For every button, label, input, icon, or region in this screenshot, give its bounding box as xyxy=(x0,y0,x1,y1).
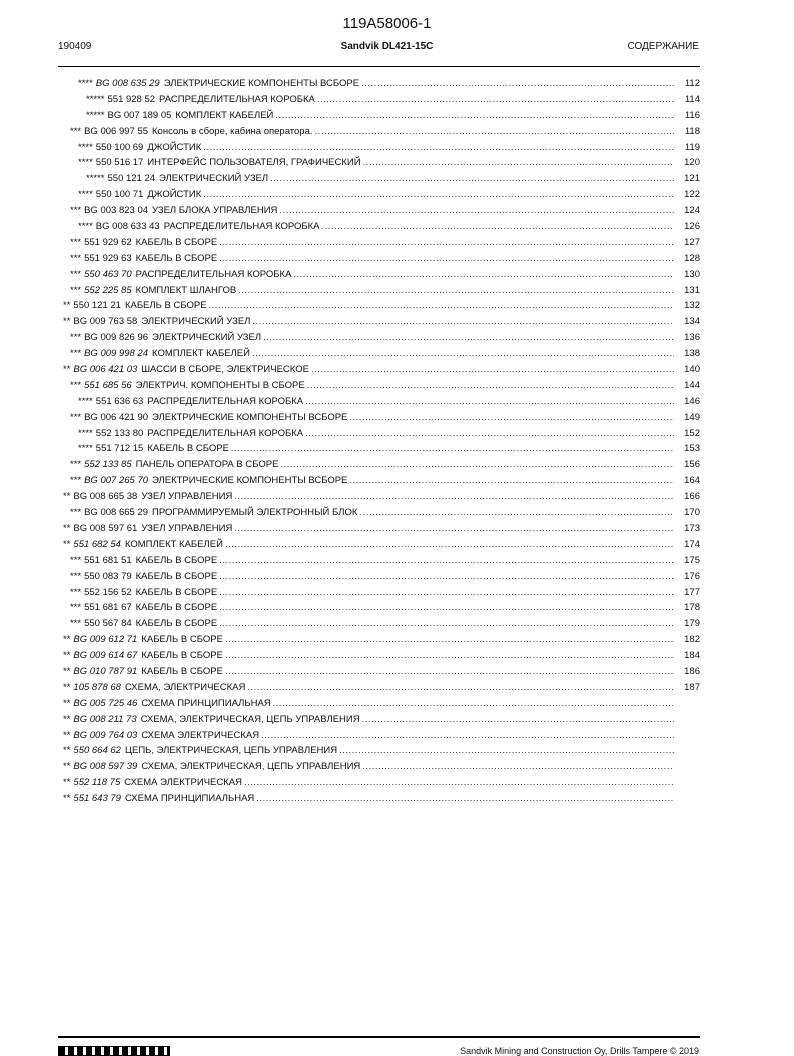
toc-entry[interactable] xyxy=(58,600,700,616)
toc-entry-title: РАСПРЕДЕЛИТЕЛЬНАЯ КОРОБКА xyxy=(135,268,292,280)
toc-entry[interactable] xyxy=(58,537,700,553)
toc-entry-title: УЗЕЛ УПРАВЛЕНИЯ xyxy=(141,522,233,534)
toc-entry-code: BG 008 635 29 xyxy=(95,78,160,89)
toc-entry-page: 152 xyxy=(684,427,700,439)
toc-entry-title: ЭЛЕКТРИЧЕСКИЙ УЗЕЛ xyxy=(141,316,251,328)
toc-entry-code: BG 008 665 29 xyxy=(84,507,149,519)
toc-entry-page: 116 xyxy=(684,109,700,121)
toc-entry-level: **** xyxy=(78,141,93,153)
toc-entry-level: ***** xyxy=(86,173,105,185)
toc-entry-page: 112 xyxy=(684,78,700,89)
toc-entry-title: ПРОГРАММИРУЕМЫЙ ЭЛЕКТРОННЫЙ БЛОК xyxy=(152,507,358,519)
toc-entry[interactable] xyxy=(58,553,700,569)
toc-entry-title: ДЖОЙСТИК xyxy=(147,141,202,153)
toc-entry-code: BG 005 725 46 xyxy=(73,697,138,709)
toc-leader-dots xyxy=(219,569,674,585)
toc-entry-page: 127 xyxy=(684,236,700,248)
toc-entry-title: ИНТЕРФЕЙС ПОЛЬЗОВАТЕЛЯ, ГРАФИЧЕСКИЙ xyxy=(147,157,361,169)
toc-entry-level: *** xyxy=(70,268,82,280)
toc-leader-dots xyxy=(322,219,675,235)
toc-entry-title: ДЖОЙСТИК xyxy=(147,189,202,201)
toc-entry-code: 551 712 15 xyxy=(95,443,144,455)
toc-leader-dots xyxy=(311,362,674,378)
toc-entry-title: КАБЕЛЬ В СБОРЕ xyxy=(141,665,223,677)
toc-entry-code: 550 083 79 xyxy=(84,570,132,582)
header-rule xyxy=(58,66,700,67)
toc-leader-dots xyxy=(315,124,674,140)
toc-entry-title: СХЕМА ПРИНЦИПИАЛЬНАЯ xyxy=(141,697,271,709)
toc-entry-code: BG 008 665 38 xyxy=(73,491,138,503)
document-number: 119A58006-1 xyxy=(342,15,432,32)
header-model: Sandvik DL421-15C xyxy=(340,41,434,52)
toc-leader-dots xyxy=(363,155,674,171)
toc-entry-page: 179 xyxy=(684,618,700,630)
toc-entry-level: ** xyxy=(63,713,71,725)
toc-entry-level: *** xyxy=(70,379,82,391)
toc-leader-dots xyxy=(234,489,674,505)
toc-entry[interactable] xyxy=(58,632,700,648)
toc-leader-dots xyxy=(252,314,674,330)
toc-leader-dots xyxy=(359,505,674,521)
toc-entry-code: 551 636 63 xyxy=(95,395,144,407)
toc-entry-page: 134 xyxy=(684,316,700,328)
toc-entry[interactable] xyxy=(58,203,700,219)
toc-entry-level: ** xyxy=(63,777,71,789)
toc-entry-page: 153 xyxy=(684,443,700,455)
toc-entry-page: 118 xyxy=(684,125,700,137)
toc-entry-page: 130 xyxy=(684,268,700,280)
toc-entry-level: **** xyxy=(78,157,93,169)
toc-leader-dots xyxy=(225,537,674,553)
toc-entry-code: 550 100 69 xyxy=(95,141,144,153)
toc-leader-dots xyxy=(261,728,674,744)
toc-entry-page: 122 xyxy=(684,189,700,201)
toc-entry[interactable] xyxy=(58,616,700,632)
toc-entry-title: ЭЛЕКТРИЧ. КОМПОНЕНТЫ В СБОРЕ xyxy=(135,379,305,391)
toc-entry[interactable] xyxy=(58,648,700,664)
toc-entry-level: ** xyxy=(63,316,71,328)
toc-leader-dots xyxy=(203,140,674,156)
toc-entry-page: 146 xyxy=(684,395,700,407)
toc-entry-code: BG 009 612 71 xyxy=(73,634,138,646)
toc-leader-dots xyxy=(339,743,674,759)
header-date-code: 190409 xyxy=(58,41,92,52)
toc-entry-page: 119 xyxy=(684,141,700,153)
toc-entry-code: 550 121 21 xyxy=(73,300,121,312)
toc-entry-code: 552 133 85 xyxy=(84,459,132,471)
toc-leader-dots xyxy=(362,712,674,728)
toc-leader-dots xyxy=(219,235,674,251)
toc-entry-page: 131 xyxy=(684,284,700,296)
toc-entry[interactable] xyxy=(58,505,700,521)
toc-entry-code: BG 008 597 39 xyxy=(73,761,138,773)
toc-entry-level: *** xyxy=(70,411,82,423)
toc-entry[interactable] xyxy=(58,775,700,791)
toc-entry[interactable] xyxy=(58,791,700,807)
toc-entry-page: 138 xyxy=(684,348,700,360)
toc-leader-dots xyxy=(317,92,674,108)
toc-entry-code: 551 685 56 xyxy=(84,379,132,391)
toc-entry-page: 156 xyxy=(684,459,700,471)
toc-entry[interactable] xyxy=(58,394,700,410)
toc-leader-dots xyxy=(219,251,674,267)
toc-entry-code: BG 009 998 24 xyxy=(84,348,149,360)
toc-leader-dots xyxy=(305,394,674,410)
toc-entry-code: 550 567 84 xyxy=(84,618,132,630)
toc-entry-level: **** xyxy=(78,443,93,455)
toc-entry-title: КАБЕЛЬ В СБОРЕ xyxy=(135,236,218,248)
toc-entry-level: ** xyxy=(63,364,71,376)
toc-entry-title: РАСПРЕДЕЛИТЕЛЬНАЯ КОРОБКА xyxy=(147,427,304,439)
toc-entry-page: 121 xyxy=(684,173,700,185)
toc-entry-code: 551 929 62 xyxy=(84,236,132,248)
toc-entry[interactable] xyxy=(58,585,700,601)
toc-entry-level: *** xyxy=(70,348,82,360)
toc-leader-dots xyxy=(349,473,674,489)
toc-leader-dots xyxy=(273,696,674,712)
toc-entry[interactable] xyxy=(58,92,700,108)
toc-entry-page: 136 xyxy=(684,332,700,344)
toc-entry[interactable] xyxy=(58,140,700,156)
toc-entry[interactable] xyxy=(58,187,700,203)
toc-entry-level: *** xyxy=(70,586,82,598)
toc-entry-title: КАБЕЛЬ В СБОРЕ xyxy=(135,570,218,582)
toc-entry-title: КАБЕЛЬ В СБОРЕ xyxy=(135,602,218,614)
toc-entry[interactable] xyxy=(58,696,700,712)
toc-entry-level: ** xyxy=(63,538,71,550)
toc-entry-level: ***** xyxy=(86,93,105,105)
toc-entry-level: ** xyxy=(63,761,71,773)
toc-entry-code: BG 008 211 73 xyxy=(73,713,137,725)
toc-entry-page: 124 xyxy=(684,205,700,217)
toc-entry[interactable] xyxy=(58,569,700,585)
toc-entry-title: СХЕМА, ЭЛЕКТРИЧЕСКАЯ, ЦЕПЬ УПРАВЛЕНИЯ xyxy=(141,761,361,773)
toc-entry-title: РАСПРЕДЕЛИТЕЛЬНАЯ КОРОБКА xyxy=(163,221,320,233)
toc-entry[interactable] xyxy=(58,743,700,759)
toc-entry-page: 182 xyxy=(684,634,700,646)
toc-entry-page: 184 xyxy=(684,650,700,662)
toc-leader-dots xyxy=(263,330,674,346)
toc-entry-title: УЗЕЛ УПРАВЛЕНИЯ xyxy=(141,491,233,503)
toc-entry-page: 174 xyxy=(684,538,700,550)
toc-entry-code: 551 681 67 xyxy=(84,602,132,614)
toc-entry-level: **** xyxy=(78,395,93,407)
toc-entry[interactable] xyxy=(58,712,700,728)
toc-leader-dots xyxy=(225,632,674,648)
sandvik-logo xyxy=(58,1046,170,1056)
toc-entry-level: *** xyxy=(70,125,82,137)
toc-entry-level: *** xyxy=(70,252,82,264)
header-section-title: СОДЕРЖАНИЕ xyxy=(627,41,699,52)
toc-entry-title: КАБЕЛЬ В СБОРЕ xyxy=(141,634,223,646)
toc-entry[interactable] xyxy=(58,664,700,680)
toc-entry-title: ЭЛЕКТРИЧЕСКИЕ КОМПОНЕНТЫ ВСБОРЕ xyxy=(152,411,348,423)
toc-entry-code: 552 133 80 xyxy=(95,427,144,439)
toc-leader-dots xyxy=(231,441,674,457)
toc-entry-title: КОМПЛЕКТ КАБЕЛЕЙ xyxy=(124,538,223,550)
toc-entry-title: КАБЕЛЬ В СБОРЕ xyxy=(141,650,223,662)
toc-entry[interactable] xyxy=(58,759,700,775)
toc-entry-level: *** xyxy=(70,507,82,519)
toc-entry-code: 551 681 51 xyxy=(84,554,132,566)
toc-leader-dots xyxy=(219,553,674,569)
toc-entry-title: ЦЕПЬ, ЭЛЕКТРИЧЕСКАЯ, ЦЕПЬ УПРАВЛЕНИЯ xyxy=(124,745,338,757)
toc-entry[interactable] xyxy=(58,76,700,92)
toc-entry-level: **** xyxy=(78,221,93,233)
toc-entry-page: 175 xyxy=(684,554,700,566)
toc-entry-title: ЭЛЕКТРИЧЕСКИЕ КОМПОНЕНТЫ ВСБОРЕ xyxy=(152,475,348,487)
toc-entry[interactable] xyxy=(58,283,700,299)
toc-leader-dots xyxy=(349,410,674,426)
toc-entry[interactable] xyxy=(58,410,700,426)
footer-copyright: Sandvik Mining and Construction Oy, Drills Tampere © 2019 xyxy=(460,1046,699,1056)
toc-leader-dots xyxy=(203,187,674,203)
toc-entry-title: ШАССИ В СБОРЕ, ЭЛЕКТРИЧЕСКОЕ xyxy=(141,364,309,376)
toc-entry-page: 170 xyxy=(684,507,700,519)
toc-entry-page: 176 xyxy=(684,570,700,582)
toc-entry-code: BG 009 763 58 xyxy=(73,316,138,328)
toc-entry-title: УЗЕЛ БЛОКА УПРАВЛЕНИЯ xyxy=(152,205,278,217)
toc-entry-level: *** xyxy=(70,554,82,566)
toc-entry[interactable] xyxy=(58,521,700,537)
toc-entry-level: *** xyxy=(70,618,82,630)
toc-leader-dots xyxy=(244,775,674,791)
toc-leader-dots xyxy=(270,171,674,187)
toc-entry-code: 550 463 70 xyxy=(84,268,132,280)
toc-entry-title: КОМПЛЕКТ КАБЕЛЕЙ xyxy=(175,109,274,121)
toc-entry-code: BG 009 826 96 xyxy=(84,332,149,344)
toc-entry[interactable] xyxy=(58,235,700,251)
toc-entry-title: СХЕМА ЭЛЕКТРИЧЕСКАЯ xyxy=(141,729,260,741)
toc-entry-page: 178 xyxy=(684,602,700,614)
toc-entry-level: ** xyxy=(63,491,71,503)
toc-leader-dots xyxy=(307,378,674,394)
toc-entry-level: *** xyxy=(70,236,82,248)
toc-leader-dots xyxy=(209,298,674,314)
toc-entry[interactable] xyxy=(58,251,700,267)
toc-entry-level: **** xyxy=(78,78,93,89)
toc-entry-level: *** xyxy=(70,602,82,614)
toc-leader-dots xyxy=(361,76,674,92)
toc-entry-title: КАБЕЛЬ В СБОРЕ xyxy=(135,586,218,598)
toc-entry-code: 551 928 52 xyxy=(107,93,156,105)
toc-entry-level: ** xyxy=(63,522,71,534)
toc-entry[interactable] xyxy=(58,457,700,473)
toc-entry-title: РАСПРЕДЕЛИТЕЛЬНАЯ КОРОБКА xyxy=(159,93,315,105)
toc-entry-title: КАБЕЛЬ В СБОРЕ xyxy=(147,443,229,455)
toc-entry[interactable] xyxy=(58,219,700,235)
toc-entry-code: BG 008 633 43 xyxy=(95,221,160,233)
toc-entry[interactable] xyxy=(58,728,700,744)
toc-leader-dots xyxy=(362,759,674,775)
toc-entry-code: 552 225 85 xyxy=(84,284,132,296)
toc-entry-code: BG 008 597 61 xyxy=(73,522,138,534)
toc-entry[interactable] xyxy=(58,298,700,314)
toc-leader-dots xyxy=(256,791,674,807)
toc-entry-code: BG 010 787 91 xyxy=(73,665,138,677)
toc-entry-page: 177 xyxy=(684,586,700,598)
toc-entry[interactable] xyxy=(58,680,700,696)
footer-rule xyxy=(58,1036,700,1038)
toc-entry-page: 114 xyxy=(684,93,700,105)
toc-entry-code: BG 003 823 04 xyxy=(84,205,149,217)
toc-entry-page: 128 xyxy=(684,252,700,264)
toc-entry-title: СХЕМА ПРИНЦИПИАЛЬНАЯ xyxy=(124,793,255,805)
toc-entry-level: *** xyxy=(70,459,82,471)
toc-entry-code: BG 006 421 03 xyxy=(73,364,138,376)
toc-entry-level: ** xyxy=(63,681,71,693)
toc-entry-title: ЭЛЕКТРИЧЕСКИЕ КОМПОНЕНТЫ ВСБОРЕ xyxy=(163,78,360,89)
toc-entry-page: 120 xyxy=(684,157,700,169)
toc-entry-title: ЭЛЕКТРИЧЕСКИЙ УЗЕЛ xyxy=(159,173,269,185)
toc-entry[interactable] xyxy=(58,489,700,505)
toc-entry[interactable] xyxy=(58,267,700,283)
toc-entry-level: **** xyxy=(78,427,93,439)
toc-entry-page: 132 xyxy=(684,300,700,312)
toc-entry-level: ** xyxy=(63,729,71,741)
toc-entry-level: ** xyxy=(63,300,71,312)
toc-entry[interactable] xyxy=(58,171,700,187)
toc-leader-dots xyxy=(247,680,674,696)
toc-entry[interactable] xyxy=(58,426,700,442)
toc-leader-dots xyxy=(219,600,674,616)
toc-entry-code: 551 929 63 xyxy=(84,252,132,264)
toc-leader-dots xyxy=(219,585,674,601)
toc-entry-level: ** xyxy=(63,634,71,646)
toc-entry-title: КОМПЛЕКТ ШЛАНГОВ xyxy=(135,284,237,296)
toc-entry-title: СХЕМА, ЭЛЕКТРИЧЕСКАЯ xyxy=(124,681,246,693)
toc-entry-code: BG 006 997 55 xyxy=(84,125,149,137)
toc-entry-code: 105 878 68 xyxy=(73,681,121,693)
toc-leader-dots xyxy=(305,426,674,442)
toc-entry-title: СХЕМА, ЭЛЕКТРИЧЕСКАЯ, ЦЕПЬ УПРАВЛЕНИЯ xyxy=(140,713,360,725)
toc-entry-code: 550 121 24 xyxy=(107,173,156,185)
toc-entry-level: *** xyxy=(70,284,82,296)
toc-entry-code: BG 009 764 03 xyxy=(73,729,138,741)
toc-entry-level: *** xyxy=(70,205,82,217)
toc-entry-level: *** xyxy=(70,570,82,582)
toc-entry[interactable] xyxy=(58,362,700,378)
toc-entry-code: 551 643 79 xyxy=(73,793,121,805)
toc-leader-dots xyxy=(225,648,674,664)
toc-entry[interactable] xyxy=(58,124,700,140)
toc-entry[interactable] xyxy=(58,378,700,394)
toc-entry-title: ЭЛЕКТРИЧЕСКИЙ УЗЕЛ xyxy=(152,332,262,344)
toc-entry[interactable] xyxy=(58,441,700,457)
toc-entry-level: ** xyxy=(63,665,71,677)
toc-entry[interactable] xyxy=(58,346,700,362)
toc-entry[interactable] xyxy=(58,108,700,124)
toc-entry-level: ** xyxy=(63,697,71,709)
toc-entry-page: 144 xyxy=(684,379,700,391)
toc-leader-dots xyxy=(219,616,674,632)
toc-entry-page: 140 xyxy=(684,364,700,376)
toc-entry-code: 551 682 54 xyxy=(73,538,121,550)
toc-entry-page: 187 xyxy=(684,681,700,693)
toc-leader-dots xyxy=(293,267,674,283)
toc-entry-code: 550 100 71 xyxy=(95,189,144,201)
toc-leader-dots xyxy=(280,457,674,473)
toc-entry-page: 173 xyxy=(684,522,700,534)
toc-entry-code: BG 006 421 90 xyxy=(84,411,149,423)
toc-entry-code: 552 156 52 xyxy=(84,586,132,598)
toc-entry-code: 550 664 62 xyxy=(73,745,121,757)
toc-entry-level: ** xyxy=(63,745,71,757)
toc-entry-page: 164 xyxy=(684,475,700,487)
toc-leader-dots xyxy=(234,521,674,537)
toc-entry-title: ПАНЕЛЬ ОПЕРАТОРА В СБОРЕ xyxy=(135,459,279,471)
toc-entry-page: 186 xyxy=(684,665,700,677)
toc-entry-level: ***** xyxy=(86,109,105,121)
toc-entry-level: **** xyxy=(78,189,93,201)
toc-entry-title: КАБЕЛЬ В СБОРЕ xyxy=(135,554,218,566)
toc-entry-level: ** xyxy=(63,650,71,662)
toc-entry-title: КАБЕЛЬ В СБОРЕ xyxy=(135,252,218,264)
toc-entry-page: 166 xyxy=(684,491,700,503)
toc-leader-dots xyxy=(275,108,674,124)
toc-entry-title: КОМПЛЕКТ КАБЕЛЕЙ xyxy=(152,348,250,360)
toc-entry-code: BG 007 189 05 xyxy=(107,109,172,121)
toc-entry-page: 126 xyxy=(684,221,700,233)
toc-entry-page: 149 xyxy=(684,411,700,423)
toc-entry-code: 552 118 75 xyxy=(73,777,121,789)
toc-entry[interactable] xyxy=(58,155,700,171)
table-of-contents xyxy=(58,76,700,807)
toc-entry-title: КАБЕЛЬ В СБОРЕ xyxy=(124,300,207,312)
toc-entry-title: Консоль в сборе, кабина оператора. xyxy=(152,125,313,137)
toc-leader-dots xyxy=(252,346,674,362)
toc-entry-code: 550 516 17 xyxy=(95,157,144,169)
toc-entry-level: ** xyxy=(63,793,71,805)
toc-entry-code: BG 009 614 67 xyxy=(73,650,138,662)
toc-entry[interactable] xyxy=(58,473,700,489)
toc-leader-dots xyxy=(225,664,674,680)
toc-entry-level: *** xyxy=(70,475,82,487)
toc-entry-title: РАСПРЕДЕЛИТЕЛЬНАЯ КОРОБКА xyxy=(147,395,304,407)
toc-entry[interactable] xyxy=(58,314,700,330)
toc-entry-title: СХЕМА ЭЛЕКТРИЧЕСКАЯ xyxy=(124,777,242,789)
toc-entry-code: BG 007 265 70 xyxy=(84,475,149,487)
toc-entry[interactable] xyxy=(58,330,700,346)
toc-leader-dots xyxy=(238,283,674,299)
toc-entry-level: *** xyxy=(70,332,82,344)
toc-entry-title: КАБЕЛЬ В СБОРЕ xyxy=(135,618,218,630)
toc-leader-dots xyxy=(279,203,674,219)
